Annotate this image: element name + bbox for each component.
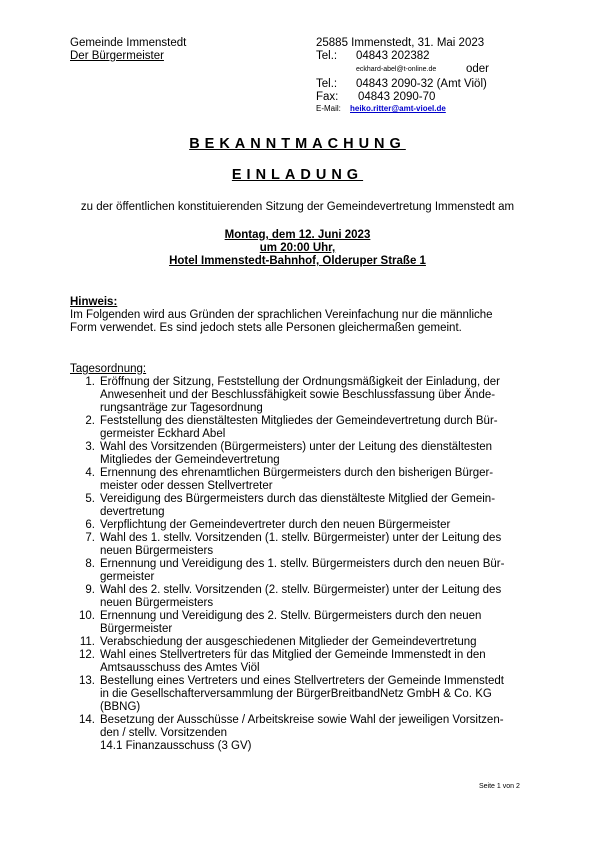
agenda-item-line: Verpflichtung der Gemeindevertreter durch den neuen Bürgermeister <box>100 519 451 531</box>
tel2-label: Tel.: <box>316 78 338 90</box>
agenda-item-number: 13. <box>79 675 95 687</box>
agenda-item-number: 14. <box>79 714 95 726</box>
intro-text: zu der öffentlichen konstituierenden Sitzung der Gemeindevertretung Immenstedt am <box>80 201 515 213</box>
agenda-item-line: Wahl des 2. stellv. Vorsitzenden (2. stellv. Bürgermeister) unter der Leitung des <box>100 584 502 596</box>
agenda-item-number: 1. <box>85 376 95 388</box>
email-link[interactable]: heiko.ritter@amt-vioel.de <box>350 104 446 113</box>
agenda-item-line: Bürgermeister <box>100 623 173 635</box>
note-heading: Hinweis: <box>70 296 118 308</box>
agenda-item-line: Amtsausschuss des Amtes Viöl <box>100 662 260 674</box>
agenda-item <box>70 467 530 493</box>
municipality-name: Gemeinde Immenstedt <box>70 37 187 49</box>
agenda-item-number: 11. <box>79 636 95 648</box>
email-small: eckhard-abel@t-online.de <box>356 66 437 73</box>
agenda-item-line: devertretung <box>100 506 165 518</box>
meeting-location: Hotel Immenstedt-Bahnhof, Olderuper Straße 1 <box>169 255 426 267</box>
agenda-item-line: (BBNG) <box>100 701 141 713</box>
agenda-item-line: Verabschiedung der ausgeschiedenen Mitglieder der Gemeindevertretung <box>100 636 477 648</box>
agenda-list <box>70 376 530 753</box>
agenda-item-number: 7. <box>85 532 95 544</box>
agenda-item <box>70 493 530 519</box>
agenda-item <box>70 714 530 740</box>
agenda-item-line: germeister Eckhard Abel <box>100 428 226 440</box>
agenda-item <box>70 441 530 467</box>
agenda-item-line: Ernennung und Vereidigung des 1. stellv. Bürgermeisters durch den neuen Bür- <box>100 558 505 570</box>
fax-value: 04843 2090-70 <box>358 91 436 103</box>
agenda-item-line: in die Gesellschafterversammlung der BürgerBreitbandNetz GmbH & Co. KG <box>100 688 492 700</box>
agenda-item-line: neuen Bürgermeisters <box>100 597 214 609</box>
agenda-item-line: Wahl eines Stellvertreters für das Mitglied der Gemeinde Immenstedt in den <box>100 649 486 661</box>
agenda-item <box>70 675 530 714</box>
agenda-item <box>70 636 530 649</box>
agenda-item-number: 5. <box>85 493 95 505</box>
agenda-item-line: Wahl des 1. stellv. Vorsitzenden (1. stellv. Bürgermeister) unter der Leitung des <box>100 532 502 544</box>
agenda-item-number: 10. <box>79 610 95 622</box>
agenda-item-number: 12. <box>79 649 95 661</box>
agenda-item <box>70 519 530 532</box>
agenda-item <box>70 649 530 675</box>
agenda-item-line: Mitgliedes der Gemeindevertretung <box>100 454 280 466</box>
note-line1: Im Folgenden wird aus Gründen der sprachlichen Vereinfachung nur die männliche <box>70 309 493 321</box>
agenda-item-line: Anwesenheit und der Beschlussfähigkeit sowie Beschlussfassung über Ände- <box>100 389 496 401</box>
agenda-item-number: 8. <box>85 558 95 570</box>
agenda-item-line: den / stellv. Vorsitzenden <box>100 727 227 739</box>
agenda-item <box>70 415 530 441</box>
tel-value: 04843 202382 <box>356 50 430 62</box>
mayor-title: Der Bürgermeister <box>70 50 164 62</box>
agenda-item-line: Eröffnung der Sitzung, Feststellung der Ordnungsmäßigkeit der Einladung, der <box>100 376 500 388</box>
agenda-heading: Tagesordnung: <box>70 363 147 375</box>
place-date: 25885 Immenstedt, 31. Mai 2023 <box>316 37 485 49</box>
agenda-item-number: 9. <box>85 584 95 596</box>
agenda-item-line: Feststellung des dienstältesten Mitgliedes der Gemeindevertretung durch Bür- <box>100 415 498 427</box>
agenda-item-line: rungsanträge zur Tagesordnung <box>100 402 263 414</box>
agenda-subitem: 14.1 Finanzausschuss (3 GV) <box>100 740 252 752</box>
agenda-item-line: Ernennung des ehrenamtlichen Bürgermeisters durch den bisherigen Bürger- <box>100 467 494 479</box>
fax-label: Fax: <box>316 91 339 103</box>
meeting-date: Montag, dem 12. Juni 2023 <box>224 229 371 241</box>
agenda-item-line: germeister <box>100 571 155 583</box>
note-line2: Form verwendet. Es sind jedoch stets alle Personen gleichermaßen gemeint. <box>70 322 462 334</box>
invitation-title: EINLADUNG <box>231 167 364 183</box>
page-number: Seite 1 von 2 <box>479 783 520 790</box>
agenda-item-number: 2. <box>85 415 95 427</box>
agenda-item <box>70 558 530 584</box>
tel-label: Tel.: <box>316 50 338 62</box>
agenda-item-line: Besetzung der Ausschüsse / Arbeitskreise sowie Wahl der jeweiligen Vorsitzen- <box>100 714 504 726</box>
agenda-item-line: Vereidigung des Bürgermeisters durch das dienstälteste Mitglied der Gemein- <box>100 493 496 505</box>
agenda-item-number: 3. <box>85 441 95 453</box>
agenda-item <box>70 532 530 558</box>
agenda-item-line: Bestellung eines Vertreters und eines Stellvertreters der Gemeinde Immenstedt <box>100 675 504 687</box>
agenda-item-number: 4. <box>85 467 95 479</box>
meeting-time: um 20:00 Uhr, <box>259 242 336 254</box>
agenda-item <box>70 376 530 415</box>
agenda-item-line: Wahl des Vorsitzenden (Bürgermeisters) unter der Leitung des dienstältesten <box>100 441 493 453</box>
agenda-item-line: meister oder dessen Stellvertreter <box>100 480 273 492</box>
agenda-item <box>70 584 530 610</box>
email-label: E-Mail: <box>316 104 341 113</box>
agenda-item <box>70 610 530 636</box>
announcement-title: BEKANNTMACHUNG <box>189 136 406 152</box>
or-text: oder <box>466 63 490 75</box>
agenda-item-line: Ernennung und Vereidigung des 2. Stellv. Bürgermeisters durch den neuen <box>100 610 482 622</box>
agenda-item-number: 6. <box>85 519 95 531</box>
tel2-value: 04843 2090-32 (Amt Viöl) <box>356 78 487 90</box>
agenda-item-line: neuen Bürgermeisters <box>100 545 214 557</box>
